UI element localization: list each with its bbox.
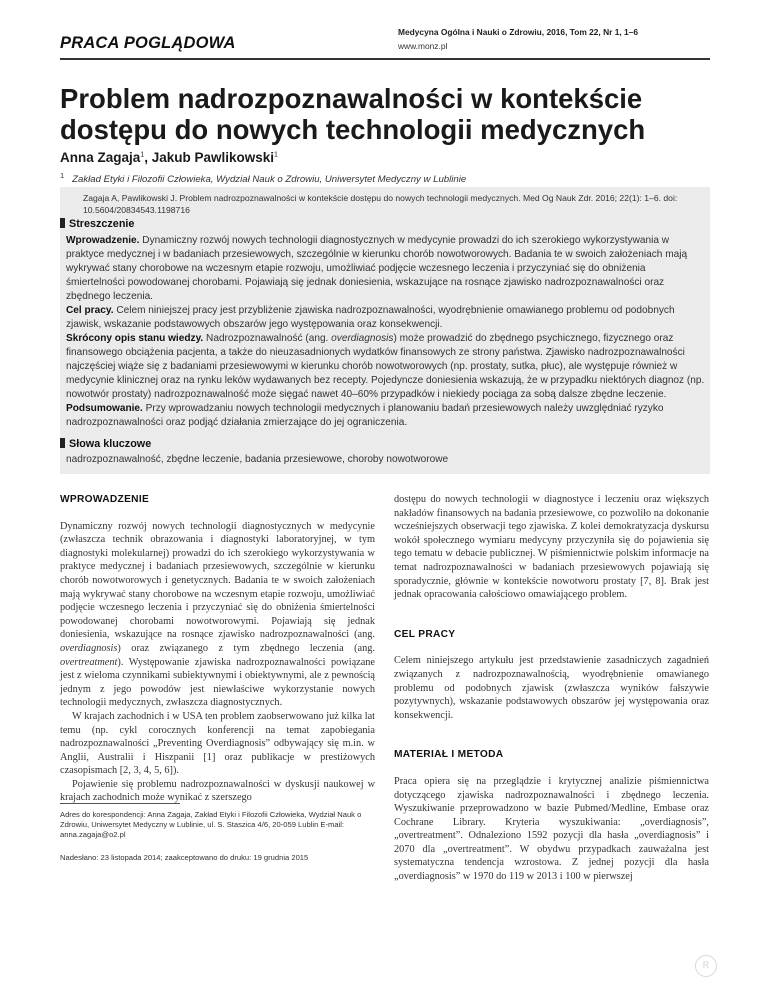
author-1: Anna Zagaja [60, 150, 141, 165]
abstract-summary-label: Podsumowanie. [66, 403, 143, 414]
received-dates: Nadesłano: 23 listopada 2014; zaakceptowano do druku: 19 grudnia 2015 [60, 853, 309, 862]
intro-p1-c: ). Występowanie zjawiska nadrozpoznawalności powiązane jest z wieloma czynnikami subiektywnymi i obiektywnymi, ale z pewnością jednym z jego powodów jest niewłaściwe wykorzystanie nowych technologii medycznych, zwłaszcza diagnostycznych. [60, 656, 375, 709]
citation-text: Zagaja A, Pawlikowski J. Problem nadrozpoznawalności w kontekście dostępu do nowych technologii medycznych. Med Og Nauk Zdr. 2016; 22(1): 1–6. doi: 10.5604/20834543.1198716 [83, 193, 678, 215]
keywords-heading [60, 438, 151, 450]
section-label: PRACA POGLĄDOWA [60, 34, 236, 52]
right-paragraph-1: dostępu do nowych technologii w diagnostyce i leczeniu oraz większych nakładów finansowych na badania przesiewowe, co pozwoliło na dokonanie wcześniejszych obserwacji tego zjawiska. Z kolei demokratyzacja dyskursu wokół społecznego wymiaru medycyny przyczyniła się do pojawienia się tego tematu w debacie publicznej. W piśmiennictwie polskim informacje na temat nadrozpoznawalności w badaniach przesiewowych pojawiają się sporadycznie, głównie w kontekście nowotworu prostaty [7, 8]. Brak jest jednak opracowania całościowo omawiającego problem. [394, 494, 709, 601]
abstract-state-term: overdiagnosis [331, 333, 394, 344]
left-column [60, 493, 375, 805]
abstract-aim-text: Celem niniejszej pracy jest przybliżenie zjawiska nadrozpoznawalności, wyodrębnienie omawianego problemu od podobnych zjawisk, wskazanie podstawowych obszarów jego występowania oraz konsekwencji. [66, 305, 675, 330]
heading-marker [60, 438, 65, 448]
abstract-text [66, 234, 706, 430]
author-2-affiliation-mark: 1 [274, 151, 278, 159]
intro-term-overtreatment: overtreatment [60, 656, 118, 668]
authors [60, 150, 278, 165]
methods-heading: MATERIAŁ I METODA [394, 749, 504, 761]
abstract-summary-text: Przy wprowadzaniu nowych technologii medycznych i planowaniu badań przesiewowych należy uwzględniać ryzyko nadrozpoznawalności oraz podjąć działania zmierzające do jej ograniczenia. [66, 403, 664, 428]
abstract-heading-text: Streszczenie [69, 218, 135, 230]
title-line-1: Problem nadrozpoznawalności w kontekście [60, 83, 643, 114]
intro-p1-a: Dynamiczny rozwój nowych technologii diagnostycznych w medycynie (zwłaszcza technik obrazowania i diagnostyki laboratoryjnej, w tym diagnostyki molekularnej) prowadzi do ich szerokiego wykorzystywania w praktyce medycznej i badaniach przesiewowych, szczególnie w kierunku chorób nowotworowych i genetycznych. Badania te w swoich założeniach mają wykrywać stany chorobowe na wczesnym etapie rozwoju, umożliwiać podjęcie wczesnego leczenia i przyczyniać się do obniżenia śmiertelności powodowanej chorobami nowotworowymi. Pojawiają się jednak doniesienia, wskazujące na rosnące zjawisko nadrozpoznawalności (ang. [60, 520, 375, 641]
right-column [394, 493, 709, 884]
intro-p1-b: ) oraz związanego z tym zbędnego leczenia (ang. [117, 642, 375, 654]
author-2: Jakub Pawlikowski [151, 150, 275, 165]
abstract-intro-text: Dynamiczny rozwój nowych technologii diagnostycznych w medycynie prowadzi do ich szerokiego wykorzystywania w praktyce medycznej i w badaniach przesiewowych, szczególnie w kierunku chorób nowotworowych. Badania te w swoich założeniach mają wykrywać stany chorobowe na wczesnym etapie rozwoju, umożliwiać podjęcie wczesnego leczenia i przyczyniać się do obniżenia śmiertelności powodowanej chorobami. Pojawiają się jednak doniesienia, wskazujące na rosnące zjawisko nadrozpoznawalności oraz zbędnego leczenia. [66, 235, 688, 302]
introduction-heading: WPROWADZENIE [60, 494, 150, 505]
affiliation-number: 1 [60, 171, 65, 180]
abstract-state-label: Skrócony opis stanu wiedzy. [66, 333, 204, 344]
footnote-rule [60, 803, 180, 804]
header-rule [60, 58, 710, 60]
abstract-heading [60, 218, 134, 230]
keywords-heading-text: Słowa kluczowe [69, 438, 152, 450]
affiliation [60, 171, 466, 185]
intro-paragraph-1 [60, 520, 375, 710]
heading-marker [60, 218, 65, 228]
author-1-affiliation-mark: 1 [140, 151, 145, 159]
title-line-2: dostępu do nowych technologii medycznych [60, 114, 646, 145]
affiliation-text: Zakład Etyki i Filozofii Człowieka, Wydział Nauk o Zdrowiu, Uniwersytet Medyczny w Lublinie [72, 174, 467, 186]
journal-citation: Medycyna Ogólna i Nauki o Zdrowiu, 2016, Tom 22, Nr 1, 1–6 [398, 27, 638, 37]
article-title [60, 83, 720, 145]
correspondence-footnote: Adres do korespondencji: Anna Zagaja, Zakład Etyki i Filozofii Człowieka, Wydział Nauk o Zdrowiu, Uniwersytet Medyczny w Lublinie, ul. S. Staszica 4/6, 20-059 Lublin E-mail: anna.zagaja@o2.pl [60, 810, 362, 840]
intro-term-overdiagnosis: overdiagnosis [60, 642, 118, 654]
abstract-state-text-b: ) może prowadzić do zbędnego psychicznego, fizycznego oraz finansowego obciążenia pacjenta, a także do nieuzasadnionych wydatków finansowych ze strony państwa. Zjawisko nadrozpoznawalności najczęściej wiąże się z badaniami przesiewowymi w kierunku chorób nowotworowych (np. prostaty, sutka, płuc), ale występuje również w medycynie klinicznej oraz na rynku leków wydawanych bez recepty. Pojedyncze doniesienia wskazują, że w przypadku niektórych diagnoz (np. nowotwór prostaty) nadrozpoznawalność może sięgać nawet 40–60% przypadków i niekiedy pociąga za sobą dalsze zbędne leczenie. [66, 333, 705, 400]
aim-paragraph: Celem niniejszego artykułu jest przedstawienie zasadniczych zagadnień związanych z nadrozpoznawalnością, wyodrębnienie omawianego problemu od podobnych zjawisk (zwłaszcza wyników fałszywie pozytywnych), wskazanie podstawowych obszarów jej występowania oraz konsekwencji. [394, 655, 709, 721]
intro-paragraph-3: Pojawienie się problemu nadrozpoznawalności w dyskusji naukowej w krajach zachodnich może wynikać z szerszego [60, 778, 375, 804]
abstract-intro-label: Wprowadzenie. [66, 235, 140, 246]
keywords-text: nadrozpoznawalność, zbędne leczenie, badania przesiewowe, choroby nowotworowe [66, 454, 449, 465]
author-separator: , [144, 150, 152, 165]
journal-url[interactable]: www.monz.pl [398, 41, 448, 51]
abstract-aim-label: Cel pracy. [66, 305, 114, 316]
watermark-logo: R [695, 955, 717, 977]
aim-heading: CEL PRACY [394, 628, 456, 640]
methods-paragraph: Praca opiera się na przeglądzie i krytycznej analizie piśmiennictwa dotyczącego zjawiska nadrozpoznawalności i zbędnego leczenia. Wyszukiwanie przeprowadzono w bazie Pubmed/Medline, Embase oraz Cochrane Library. Kryteria wyszukiwania: „overdiagnosis”, „overtreatment”. Odnaleziono 1592 pozycji dla hasła „overdiagnosis” i 2070 dla „overtreatment”. W obydwu przypadkach zauważalna jest systematyczna tendencja wzrostowa. Z jednej pozycji dla hasła „overdiagnosis” w 1970 do 119 w 2013 i 100 w pierwszej [394, 775, 709, 883]
abstract-state-text-a: Nadrozpoznawalność (ang. [203, 333, 332, 344]
intro-paragraph-2: W krajach zachodnich i w USA ten problem zaobserwowano już kilka lat temu (np. cykl corocznych konferencji na temat zapobiegania nadrozpoznawalności „Preventing Overdiagnosis” odbywający się m.in. w Anglii, Australii i Hiszpanii [1] oraz publikacje w prestiżowych czasopismach [2, 3, 4, 5, 6]). [60, 710, 375, 777]
